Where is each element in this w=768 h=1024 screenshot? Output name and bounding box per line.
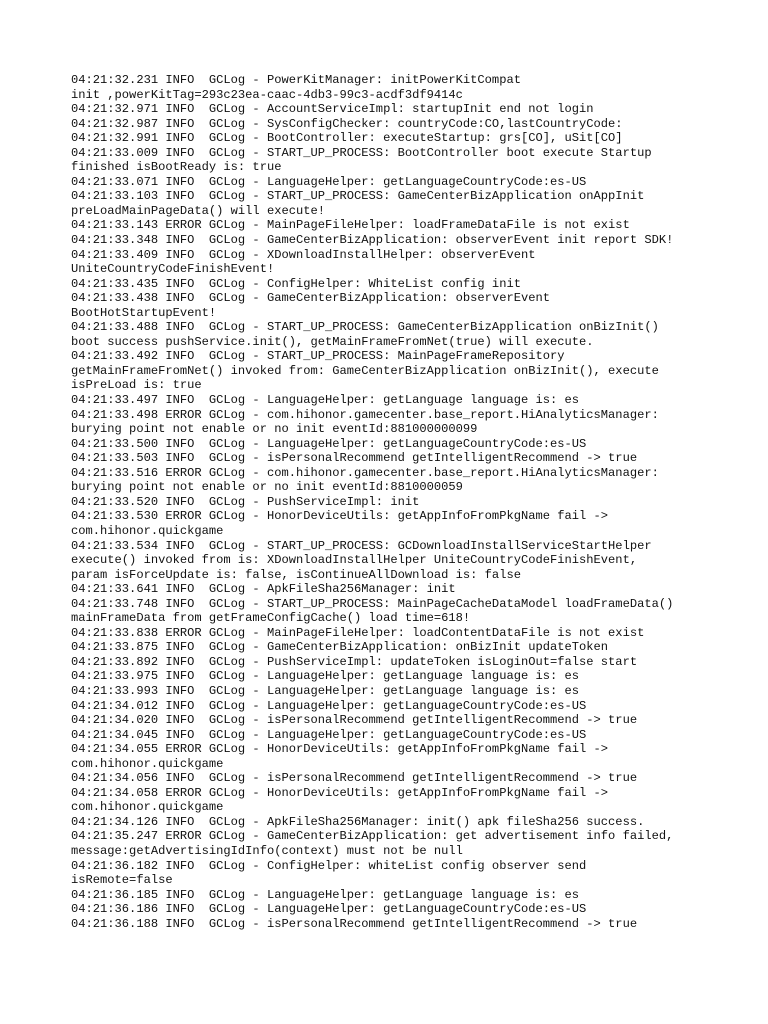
log-line: 04:21:33.438 INFO GCLog - GameCenterBizApplication: observerEvent (71, 291, 550, 306)
log-line: 04:21:33.534 INFO GCLog - START_UP_PROCESS: GCDownloadInstallServiceStartHelper (71, 538, 652, 553)
log-line: finished isBootReady is: true (71, 160, 282, 175)
log-line: com.hihonor.quickgame (71, 523, 224, 538)
log-line: 04:21:36.185 INFO GCLog - LanguageHelper: getLanguage language is: es (71, 887, 580, 902)
log-line: burying point not enable or no init eventId:881000000099 (71, 422, 478, 437)
log-line: com.hihonor.quickgame (71, 756, 224, 771)
log-line: 04:21:33.748 INFO GCLog - START_UP_PROCESS: MainPageCacheDataModel loadFrameData() (71, 596, 674, 611)
log-line: message:getAdvertisingIdInfo(context) must not be null (71, 843, 463, 858)
log-line: BootHotStartupEvent! (71, 305, 217, 320)
log-line: getMainFrameFromNet() invoked from: GameCenterBizApplication onBizInit(), execute (71, 363, 659, 378)
log-line: 04:21:33.993 INFO GCLog - LanguageHelper: getLanguage language is: es (71, 683, 580, 698)
log-line: 04:21:33.348 INFO GCLog - GameCenterBizApplication: observerEvent init report SDK! (71, 233, 674, 248)
log-line: execute() invoked from is: XDownloadInstallHelper UniteCountryCodeFinishEvent, (71, 553, 638, 568)
log-line: init ,powerKitTag=293c23ea-caac-4db3-99c3-acdf3df9414c (71, 87, 463, 102)
log-line: isRemote=false (71, 873, 173, 888)
log-line: 04:21:32.231 INFO GCLog - PowerKitManager: initPowerKitCompat (71, 73, 521, 87)
log-line: 04:21:33.520 INFO GCLog - PushServiceImpl: init (71, 494, 420, 509)
log-line: 04:21:36.182 INFO GCLog - ConfigHelper: whiteList config observer send (71, 858, 587, 873)
log-line: boot success pushService.init(), getMainFrameFromNet(true) will execute. (71, 334, 594, 349)
log-line: 04:21:32.987 INFO GCLog - SysConfigChecker: countryCode:CO,lastCountryCode: (71, 116, 623, 131)
log-line: 04:21:34.045 INFO GCLog - LanguageHelper: getLanguageCountryCode:es-US (71, 727, 587, 742)
log-line: 04:21:33.500 INFO GCLog - LanguageHelper: getLanguageCountryCode:es-US (71, 436, 587, 451)
log-line: 04:21:35.247 ERROR GCLog - GameCenterBizApplication: get advertisement info failed, (71, 829, 674, 844)
log-line: 04:21:34.020 INFO GCLog - isPersonalRecommend getIntelligentRecommend -> true (71, 713, 638, 728)
log-line: 04:21:33.892 INFO GCLog - PushServiceImpl: updateToken isLoginOut=false start (71, 654, 638, 669)
log-line: 04:21:36.188 INFO GCLog - isPersonalRecommend getIntelligentRecommend -> true (71, 916, 638, 931)
log-line: 04:21:32.991 INFO GCLog - BootController: executeStartup: grs[CO], uSit[CO] (71, 131, 623, 146)
log-line: preLoadMainPageData() will execute! (71, 203, 326, 218)
log-line: 04:21:34.055 ERROR GCLog - HonorDeviceUtils: getAppInfoFromPkgName fail -> (71, 742, 609, 757)
log-line: 04:21:33.143 ERROR GCLog - MainPageFileHelper: loadFrameDataFile is not exist (71, 218, 630, 233)
log-line: 04:21:33.409 INFO GCLog - XDownloadInstallHelper: observerEvent (71, 247, 536, 262)
log-line: 04:21:33.975 INFO GCLog - LanguageHelper: getLanguage language is: es (71, 669, 580, 684)
log-line: 04:21:34.012 INFO GCLog - LanguageHelper: getLanguageCountryCode:es-US (71, 698, 587, 713)
log-line: isPreLoad is: true (71, 378, 202, 393)
log-line: burying point not enable or no init eventId:8810000059 (71, 480, 463, 495)
log-line: 04:21:33.641 INFO GCLog - ApkFileSha256Manager: init (71, 582, 456, 597)
log-line: 04:21:33.497 INFO GCLog - LanguageHelper: getLanguage language is: es (71, 393, 580, 408)
log-line: 04:21:34.056 INFO GCLog - isPersonalRecommend getIntelligentRecommend -> true (71, 771, 638, 786)
log-line: 04:21:34.126 INFO GCLog - ApkFileSha256Manager: init() apk fileSha256 success. (71, 814, 645, 829)
log-line: 04:21:33.503 INFO GCLog - isPersonalRecommend getIntelligentRecommend -> true (71, 451, 638, 466)
log-line: 04:21:33.875 INFO GCLog - GameCenterBizApplication: onBizInit updateToken (71, 640, 609, 655)
log-document (71, 73, 711, 931)
log-line: com.hihonor.quickgame (71, 800, 224, 815)
log-line: UniteCountryCodeFinishEvent! (71, 262, 275, 277)
log-line: 04:21:33.492 INFO GCLog - START_UP_PROCESS: MainPageFrameRepository (71, 349, 565, 364)
log-line: 04:21:33.009 INFO GCLog - START_UP_PROCESS: BootController boot execute Startup (71, 145, 652, 160)
log-line: 04:21:34.058 ERROR GCLog - HonorDeviceUtils: getAppInfoFromPkgName fail -> (71, 785, 609, 800)
log-line: 04:21:33.071 INFO GCLog - LanguageHelper: getLanguageCountryCode:es-US (71, 174, 587, 189)
log-line: 04:21:33.516 ERROR GCLog - com.hihonor.gamecenter.base_report.HiAnalyticsManager: (71, 465, 659, 480)
log-line: 04:21:33.838 ERROR GCLog - MainPageFileHelper: loadContentDataFile is not exist (71, 625, 645, 640)
log-line: 04:21:33.530 ERROR GCLog - HonorDeviceUtils: getAppInfoFromPkgName fail -> (71, 509, 609, 524)
log-line: mainFrameData from getFrameConfigCache() load time=618! (71, 611, 471, 626)
log-line: param isForceUpdate is: false, isContinueAllDownload is: false (71, 567, 521, 582)
log-line: 04:21:33.435 INFO GCLog - ConfigHelper: WhiteList config init (71, 276, 521, 291)
log-line: 04:21:33.103 INFO GCLog - START_UP_PROCESS: GameCenterBizApplication onAppInit (71, 189, 645, 204)
log-line: 04:21:33.488 INFO GCLog - START_UP_PROCESS: GameCenterBizApplication onBizInit() (71, 320, 659, 335)
log-line: 04:21:36.186 INFO GCLog - LanguageHelper: getLanguageCountryCode:es-US (71, 902, 587, 917)
log-line: 04:21:32.971 INFO GCLog - AccountServiceImpl: startupInit end not login (71, 102, 594, 117)
log-line: 04:21:33.498 ERROR GCLog - com.hihonor.gamecenter.base_report.HiAnalyticsManager: (71, 407, 659, 422)
